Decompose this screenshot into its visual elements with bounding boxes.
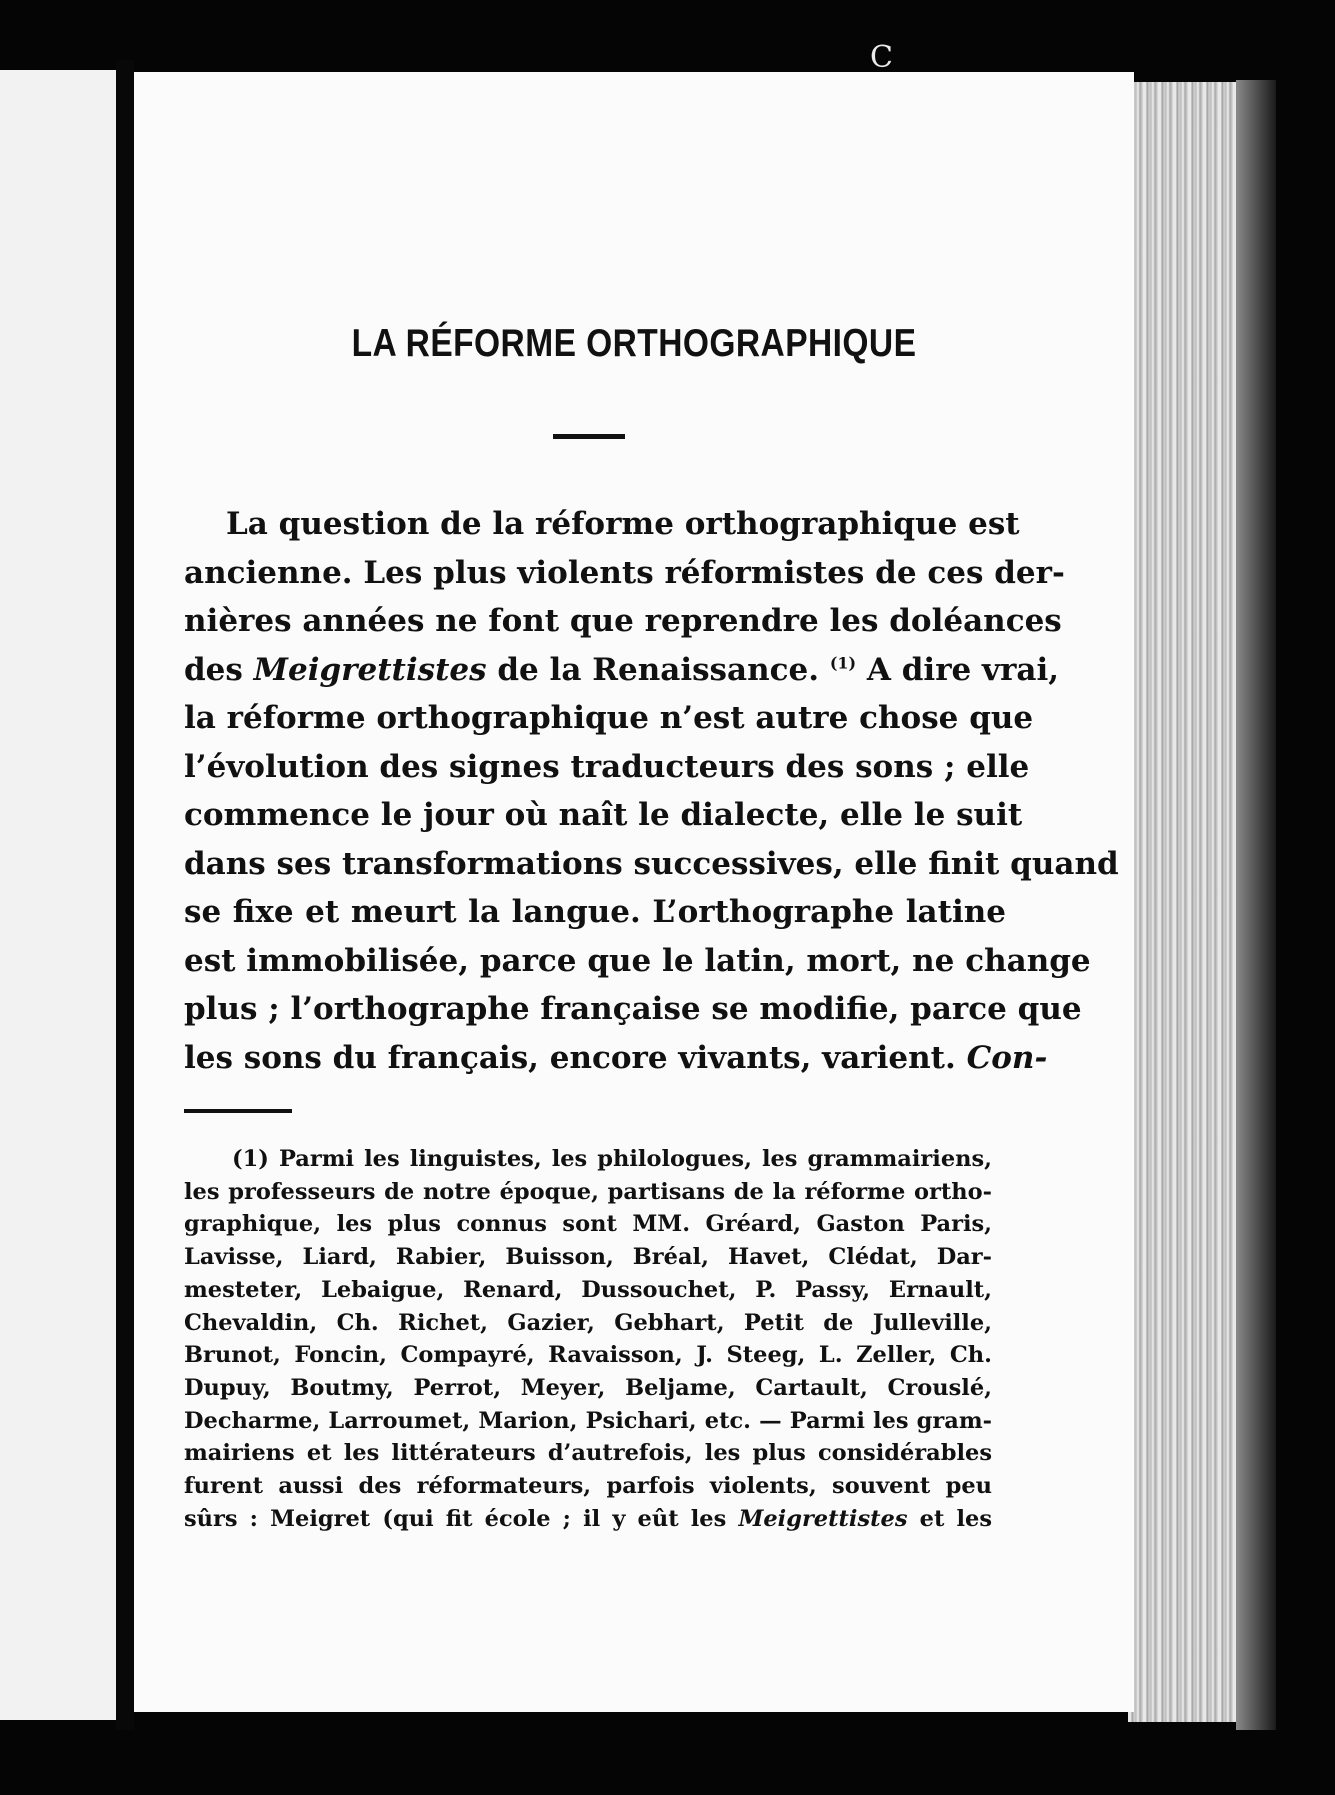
body-line: se fixe et meurt la langue. L’orthographe latine — [184, 894, 1006, 930]
italic-term: Meigrettistes — [738, 1505, 908, 1532]
footnote-line: mesteter, Lebaigue, Renard, Dussouchet, P. Passy, Ernault, — [184, 1276, 992, 1303]
top-pencil-mark: C — [870, 40, 893, 75]
facing-page-edge — [0, 70, 120, 1720]
body-line: ancienne. Les plus violents réformistes de ces der- — [184, 554, 1065, 591]
footnote-line: Dupuy, Boutmy, Perrot, Meyer, Beljame, Cartault, Crouslé, — [184, 1374, 992, 1401]
body-line: nières années ne font que reprendre les doléances — [184, 603, 1062, 639]
body-line: dans ses transformations successives, elle finit quand — [184, 845, 1119, 882]
footnote-line: Lavisse, Liard, Rabier, Buisson, Bréal, Havet, Clédat, Dar- — [184, 1244, 992, 1271]
body-paragraph — [184, 500, 1119, 1082]
book-gutter — [116, 60, 134, 1730]
body-line: la réforme orthographique n’est autre chose que — [184, 700, 1034, 736]
footnote-line: (1) Parmi les linguistes, les philologues, les grammairiens, — [232, 1146, 992, 1172]
body-line: est immobilisée, parce que le latin, mort, ne change — [184, 942, 1091, 979]
footnote-line: Chevaldin, Ch. Richet, Gazier, Gebhart, Petit de Julleville, — [184, 1309, 992, 1336]
footnote-separator — [184, 1109, 292, 1113]
body-line-last — [184, 1034, 1048, 1083]
footnote-line-last — [184, 1503, 992, 1536]
body-line: La question de la réforme orthographique est — [226, 506, 1020, 542]
title-divider — [553, 434, 625, 439]
text-run: et les — [907, 1505, 992, 1532]
body-line: l’évolution des signes traducteurs des sons ; elle — [184, 748, 1030, 785]
text-run: de la Renaissance. — [486, 651, 820, 688]
footnote-line: graphique, les plus connus sont MM. Gréard, Gaston Paris, — [184, 1211, 992, 1238]
body-line: commence le jour où naît le dialecte, elle le suit — [184, 797, 1023, 833]
footnote — [184, 1143, 992, 1535]
text-run: les sons du français, encore vivants, varient. — [184, 1039, 956, 1076]
footnote-line: les professeurs de notre époque, partisans de la réforme ortho- — [184, 1178, 992, 1205]
body-line-with-footnote-ref — [184, 646, 1060, 695]
italic-term: Meigrettistes — [253, 651, 487, 688]
body-line: plus ; l’orthographe française se modifie, parce que — [184, 991, 1082, 1027]
footnote-line: furent aussi des réformateurs, parfois violents, souvent peu — [184, 1473, 992, 1500]
text-run: sûrs : Meigret (qui fit école ; il y eût les — [184, 1505, 739, 1532]
footnote-reference: (1) — [829, 653, 857, 673]
text-run: des — [184, 651, 254, 688]
footnote-line: Brunot, Foncin, Compayré, Ravaisson, J. Steeg, L. Zeller, Ch. — [184, 1342, 992, 1369]
chapter-title: LA RÉFORME ORTHOGRAPHIQUE — [351, 322, 917, 365]
italic-continuation: Con- — [966, 1039, 1048, 1076]
footnote-line: mairiens et les littérateurs d’autrefois, les plus considérables — [184, 1440, 992, 1467]
text-run: A dire vrai, — [866, 651, 1060, 688]
footnote-line: Decharme, Larroumet, Marion, Psichari, etc. — Parmi les gram- — [184, 1407, 992, 1434]
page-block-shadow — [1236, 80, 1276, 1730]
